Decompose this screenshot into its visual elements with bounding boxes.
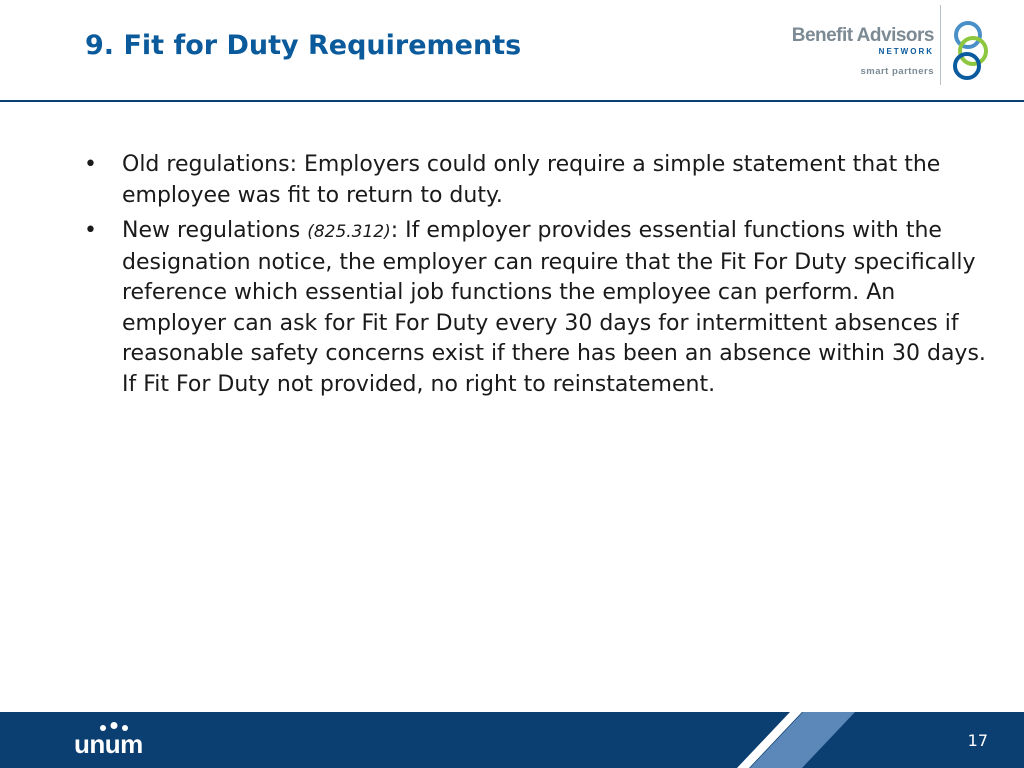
bullet-text: Old regulations: Employers could only require a simple statement that the employee was fit to return to duty.: [122, 152, 941, 208]
logo-divider: [940, 5, 941, 85]
bullet-item: [84, 216, 994, 400]
bullet-item: [84, 150, 994, 211]
bullet-list: [84, 150, 994, 405]
bullet-lead: New regulations: [122, 218, 308, 243]
interlocking-rings-icon: [946, 15, 996, 85]
page-number: 17: [967, 731, 988, 750]
footer-bar: [0, 712, 1024, 768]
bullet-text: : If employer provides essential functions with the designation notice, the employer can require that the Fit For Duty specifically reference which essential job functions the employee can perform. An employer can ask for Fit For Duty every 30 days for intermittent absences if reasonable safety concerns exist if there has been an absence within 30 days. If Fit For Duty not provided, no right to reinstatement.: [122, 218, 986, 397]
title-divider: [0, 100, 1024, 102]
logo-name: Benefit Advisors: [791, 25, 934, 46]
regulation-citation: (825.312): [307, 222, 391, 242]
slide-title: 9. Fit for Duty Requirements: [85, 30, 522, 61]
bullet-marker: •: [84, 152, 97, 177]
logo-tagline: smart partners: [860, 66, 934, 77]
benefit-advisors-logo: [770, 5, 1024, 95]
bullet-marker: •: [84, 218, 97, 243]
unum-logo: [74, 722, 160, 758]
unum-wordmark: unum: [74, 729, 143, 758]
logo-subtitle: NETWORK: [878, 47, 934, 56]
